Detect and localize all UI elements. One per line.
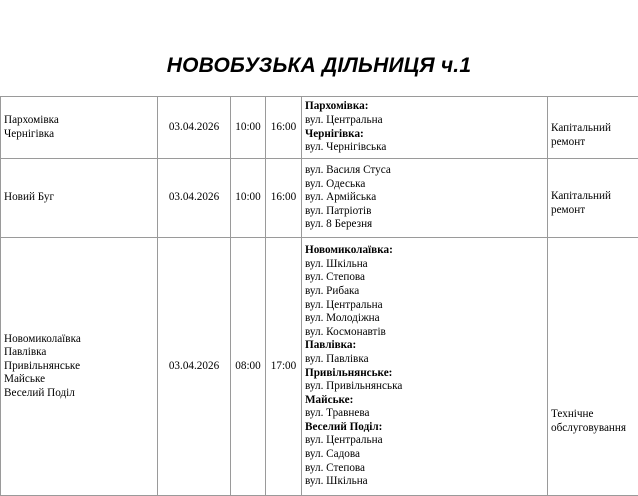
end-time-cell: 17:00 — [266, 238, 302, 496]
work-type-text: обслуговування — [551, 422, 635, 436]
street-item: вул. Павлівка — [305, 353, 544, 367]
street-item: вул. Армійська — [305, 191, 544, 205]
street-item: вул. Центральна — [305, 299, 544, 313]
settlement-name: Новий Буг — [4, 191, 154, 205]
street-item: вул. Центральна — [305, 434, 544, 448]
street-item: вул. 8 Березня — [305, 218, 544, 232]
streets-cell — [302, 97, 548, 159]
work-type-text: ремонт — [551, 204, 635, 218]
table-row — [1, 159, 638, 238]
street-item: вул. Травнева — [305, 407, 544, 421]
work-type-text: Капітальний — [551, 190, 635, 204]
group-name: Веселий Поділ: — [305, 421, 544, 435]
date-cell: 03.04.2026 — [158, 238, 231, 496]
start-time-cell: 10:00 — [231, 159, 266, 238]
street-item: вул. Чернігівська — [305, 141, 544, 155]
streets-cell — [302, 238, 548, 496]
settlement-name: Веселий Поділ — [4, 387, 154, 401]
settlements-cell — [1, 97, 158, 159]
group-name: Пархомівка: — [305, 100, 544, 114]
work-type-cell — [548, 159, 638, 238]
settlement-name: Павлівка — [4, 346, 154, 360]
outage-schedule-table — [0, 96, 638, 496]
street-item: вул. Патріотів — [305, 205, 544, 219]
table-row — [1, 238, 638, 496]
date-cell: 03.04.2026 — [158, 159, 231, 238]
group-name: Привільнянське: — [305, 367, 544, 381]
street-item: вул. Центральна — [305, 114, 544, 128]
street-item: вул. Василя Стуса — [305, 164, 544, 178]
date-cell: 03.04.2026 — [158, 97, 231, 159]
page-title: НОВОБУЗЬКА ДІЛЬНИЦЯ ч.1 — [0, 54, 638, 78]
work-type-text: Капітальний — [551, 122, 635, 136]
street-item: вул. Шкільна — [305, 475, 544, 489]
settlement-name: Новомиколаївка — [4, 333, 154, 347]
group-name: Чернігівка: — [305, 128, 544, 142]
start-time-cell: 08:00 — [231, 238, 266, 496]
end-time-cell: 16:00 — [266, 97, 302, 159]
street-item: вул. Шкільна — [305, 258, 544, 272]
table-row — [1, 97, 638, 159]
settlement-name: Пархомівка — [4, 114, 154, 128]
street-item: вул. Степова — [305, 271, 544, 285]
group-name: Павлівка: — [305, 339, 544, 353]
settlements-cell — [1, 238, 158, 496]
street-item: вул. Садова — [305, 448, 544, 462]
street-item: вул. Степова — [305, 462, 544, 476]
settlement-name: Привільнянське — [4, 360, 154, 374]
streets-cell — [302, 159, 548, 238]
street-item: вул. Космонавтів — [305, 326, 544, 340]
street-item: вул. Молодіжна — [305, 312, 544, 326]
street-item: вул. Привільнянська — [305, 380, 544, 394]
settlement-name: Чернігівка — [4, 128, 154, 142]
group-name: Новомиколаївка: — [305, 244, 544, 258]
settlement-name: Майське — [4, 373, 154, 387]
start-time-cell: 10:00 — [231, 97, 266, 159]
street-item: вул. Рибака — [305, 285, 544, 299]
work-type-text: ремонт — [551, 136, 635, 150]
street-item: вул. Одеська — [305, 178, 544, 192]
end-time-cell: 16:00 — [266, 159, 302, 238]
work-type-cell — [548, 238, 638, 496]
settlements-cell — [1, 159, 158, 238]
work-type-cell — [548, 97, 638, 159]
work-type-text: Технічне — [551, 408, 635, 422]
group-name: Майське: — [305, 394, 544, 408]
